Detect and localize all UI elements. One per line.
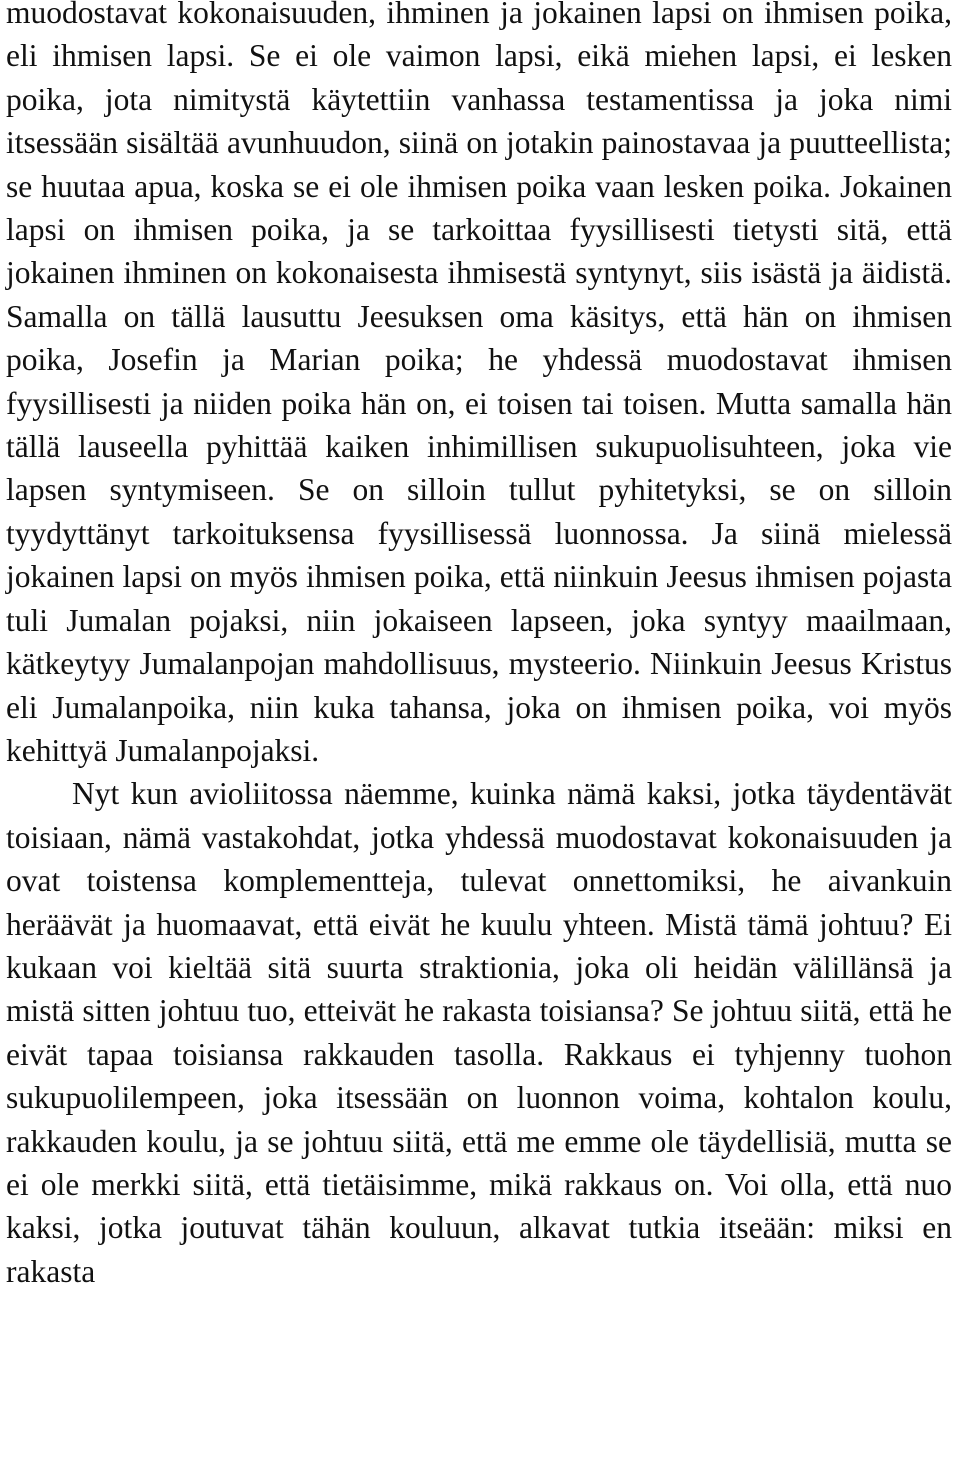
paragraph-1: muodostavat kokonaisuuden, ihminen ja jokainen lapsi on ihmisen poika, eli ihmisen lapsi. Se ei ole vaimon lapsi, eikä miehen lapsi, ei lesken poika, jota nimitystä käytettiin vanhassa testamentissa ja joka nimi itsessään sisältää avunhuudon, siinä on jotakin painostavaa ja puutteellista; se huutaa apua, koska se ei ole ihmisen poika vaan lesken poika. Jokainen lapsi on ihmisen poika, ja se tarkoittaa fyysillisesti tietysti sitä, että jokainen ihminen on kokonaisesta ihmisestä syntynyt, siis isästä ja äidistä. Samalla on tällä lausuttu Jeesuksen oma käsitys, että hän on ihmisen poika, Josefin ja Marian poika; he yhdessä muodostavat ihmisen fyysillisesti ja niiden poika hän on, ei toisen tai toisen. Mutta samalla hän tällä lauseella pyhittää kaiken inhimillisen sukupuolisuhteen, joka vie lapsen syntymiseen. Se on silloin tullut pyhitetyksi, se on silloin tyydyttänyt tarkoituksensa fyysillisessä luonnossa. Ja siinä mielessä jokainen lapsi on myös ihmisen poika, että niinkuin Jeesus ihmisen pojasta tuli Jumalan pojaksi, niin jokaiseen lapseen, joka syntyy maailmaan, kätkeytyy Jumalanpojan mahdollisuus, mysteerio. Niinkuin Jeesus Kristus eli Jumalanpoika, niin kuka tahansa, joka on ihmisen poika, voi myös kehittyä Jumalanpojaksi.	[6, 0, 952, 768]
paragraph-2: Nyt kun avioliitossa näemme, kuinka nämä kaksi, jotka täydentävät toisiaan, nämä vastakohdat, jotka yhdessä muodostavat kokonaisuuden ja ovat toistensa komplementteja, tulevat onnettomiksi, he aivankuin heräävät ja huomaavat, että eivät he kuulu yhteen. Mistä tämä johtuu? Ei kukaan voi kieltää sitä suurta straktionia, joka oli heidän välillänsä ja mistä sitten johtuu tuo, etteivät he rakasta toisiansa? Se johtuu siitä, että he eivät tapaa toisiansa rakkauden tasolla. Rakkaus ei tyhjenny tuohon sukupuolilempeen, joka itsessään on luonnon voima, kohtalon koulu, rakkauden koulu, ja se johtuu siitä, että me emme ole täydellisiä, mutta se ei ole merkki siitä, että tietäisimme, mikä rakkaus on. Voi olla, että nuo kaksi, jotka joutuvat tähän kouluun, alkavat tutkia itseään: miksi en rakasta	[6, 776, 952, 1289]
document-page	[6, 0, 952, 1293]
